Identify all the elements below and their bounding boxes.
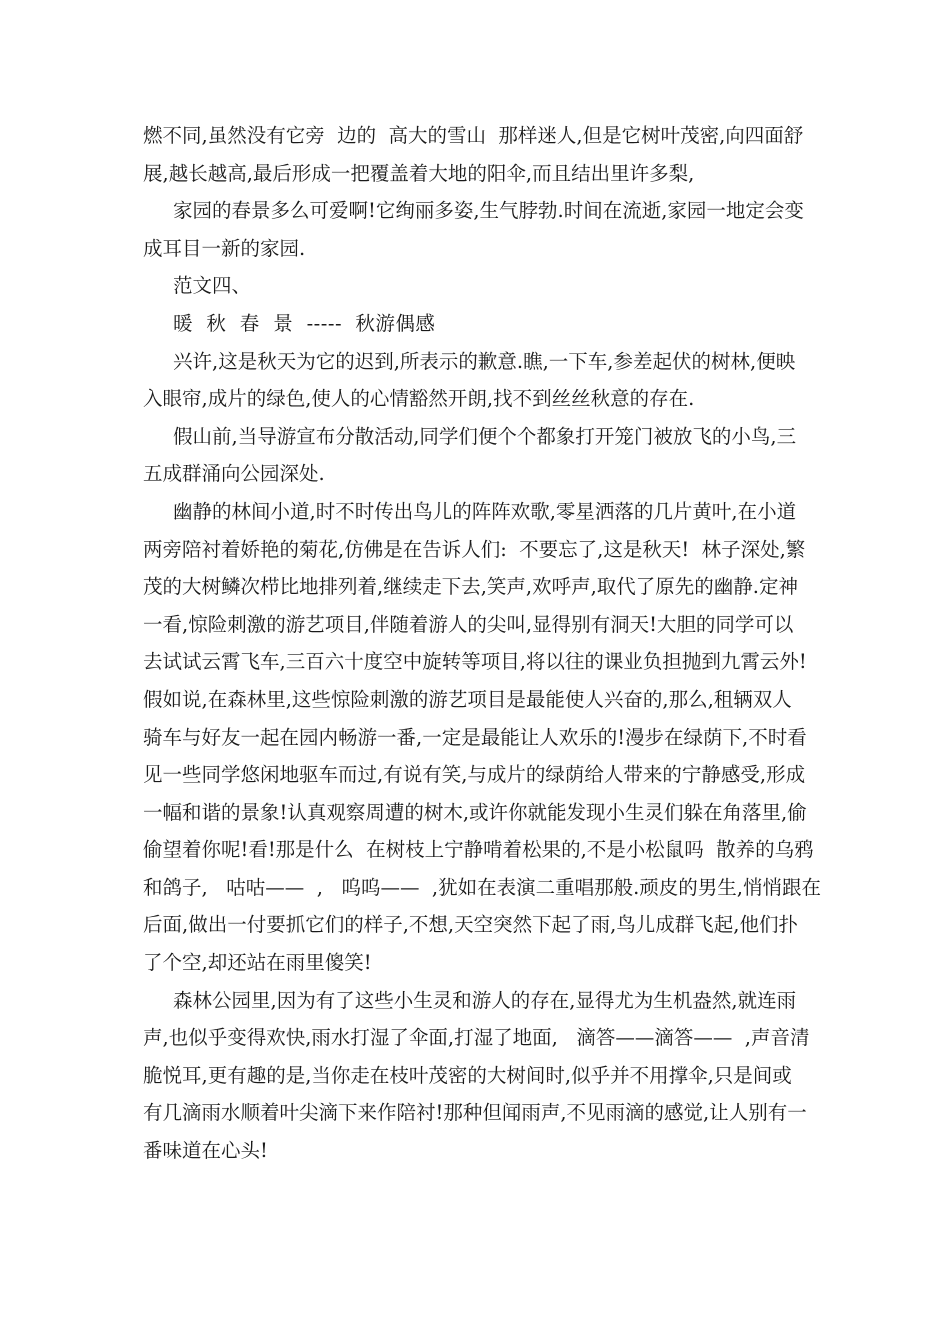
text-line: 骑车与好友一起在园内畅游一番,一定是最能让人欢乐的!漫步在绿荫下,不时看	[143, 725, 807, 749]
essay-title: 暖 秋 春 景 ----- 秋游偶感	[173, 311, 436, 335]
paragraph-start-line: 森林公园里,因为有了这些小生灵和游人的存在,显得尤为生机盎然,就连雨	[173, 988, 797, 1012]
text-line: 成耳目一新的家园.	[143, 236, 306, 260]
text-line: 展,越长越高,最后形成一把覆盖着大地的阳伞,而且结出里许多梨,	[143, 161, 695, 185]
text-line: 有几滴雨水顺着叶尖滴下来作陪衬!那种但闻雨声,不见雨滴的感觉,让人别有一	[143, 1101, 807, 1125]
text-line: 一幅和谐的景象!认真观察周遭的树木,或许你就能发现小生灵们躲在角落里,偷	[143, 800, 807, 824]
document-body	[143, 117, 821, 1170]
text-line: 偷望着你呢!看!那是什么 在树枝上宁静啃着松果的,不是小松鼠吗 散养的乌鸦	[143, 838, 814, 862]
text-line: 和鸽子, 咕咕—— , 呜呜—— ,犹如在表演二重唱那般.顽皮的男生,悄悄跟在	[143, 875, 821, 899]
text-line: 了个空,却还站在雨里傻笑!	[143, 951, 372, 975]
text-line: 去试试云霄飞车,三百六十度空中旋转等项目,将以往的课业负担抛到九霄云外!	[143, 650, 807, 674]
text-line: 五成群涌向公园深处.	[143, 462, 325, 486]
paragraph-start-line: 兴许,这是秋天为它的迟到,所表示的歉意.瞧,一下车,参差起伏的树林,便映	[173, 349, 796, 373]
text-line: 假如说,在森林里,这些惊险刺激的游艺项目是最能使人兴奋的,那么,租辆双人	[143, 687, 792, 711]
section-heading: 范文四、	[173, 274, 252, 298]
text-line: 脆悦耳,更有趣的是,当你走在枝叶茂密的大树间时,似乎并不用撑伞,只是间或	[143, 1063, 792, 1087]
text-line: 入眼帘,成片的绿色,使人的心情豁然开朗,找不到丝丝秋意的存在.	[143, 387, 695, 411]
paragraph-start-line: 幽静的林间小道,时不时传出鸟儿的阵阵欢歌,零星洒落的几片黄叶,在小道	[173, 499, 797, 523]
text-line: 见一些同学悠闲地驱车而过,有说有笑,与成片的绿荫给人带来的宁静感受,形成	[143, 763, 806, 787]
text-line: 声,也似乎变得欢快,雨水打湿了伞面,打湿了地面, 滴答——滴答—— ,声音清	[143, 1026, 810, 1050]
text-line: 番味道在心头!	[143, 1139, 268, 1163]
text-line: 燃不同,虽然没有它旁 边的 高大的雪山 那样迷人,但是它树叶茂密,向四面舒	[143, 124, 804, 147]
text-line: 后面,做出一付要抓它们的样子,不想,天空突然下起了雨,鸟儿成群飞起,他们扑	[143, 913, 798, 937]
text-line: 茂的大树鳞次栉比地排列着,继续走下去,笑声,欢呼声,取代了原先的幽静.定神	[143, 575, 798, 599]
text-line: 一看,惊险刺激的游艺项目,伴随着游人的尖叫,显得别有洞天!大胆的同学可以	[143, 612, 794, 636]
paragraph-start-line: 假山前,当导游宣布分散活动,同学们便个个都象打开笼门被放飞的小鸟,三	[173, 424, 797, 448]
text-line: 两旁陪衬着娇艳的菊花,仿佛是在告诉人们: 不要忘了,这是秋天! 林子深处,繁	[143, 537, 806, 561]
paragraph-start-line: 家园的春景多么可爱啊!它绚丽多姿,生气脖勃.时间在流逝,家园一地定会变	[173, 199, 804, 223]
